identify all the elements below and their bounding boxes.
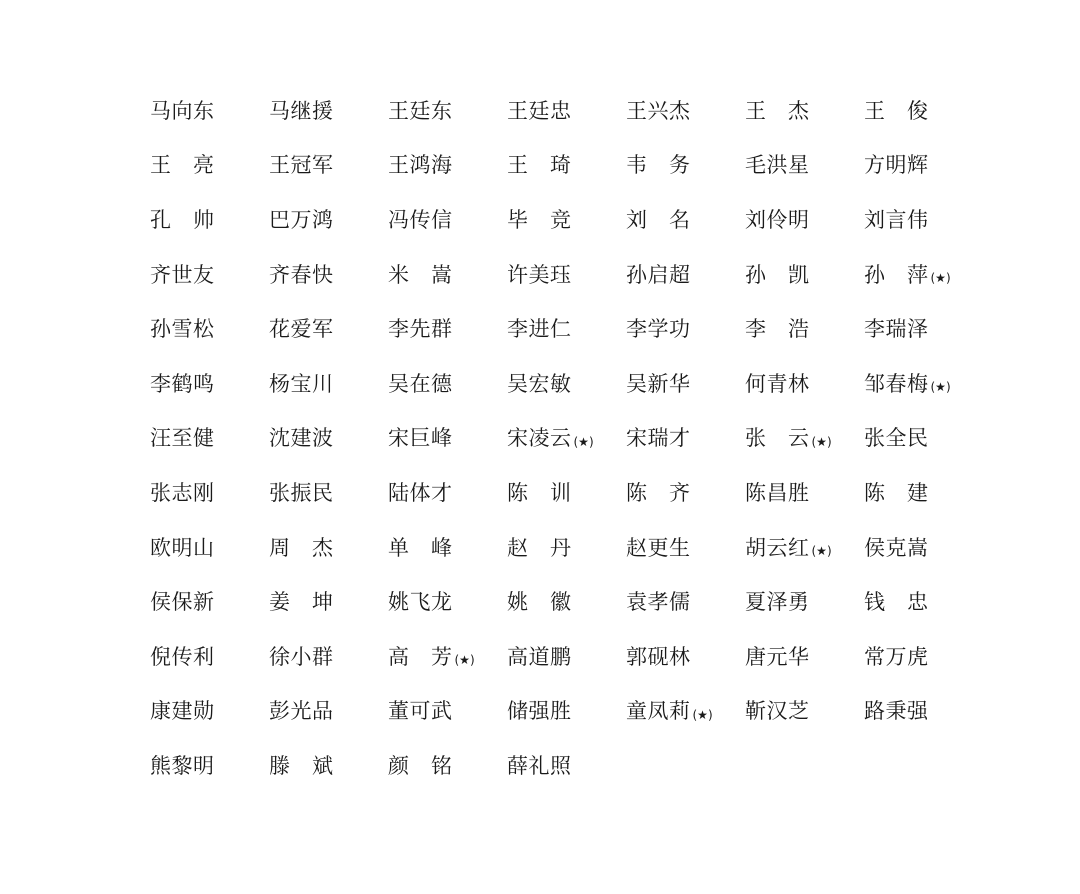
name-entry: [745, 466, 864, 521]
name-text: 王 琦: [507, 153, 572, 178]
name-entry: [388, 412, 507, 467]
name-text: 李进仁: [507, 317, 572, 342]
name-text: 陆体才: [388, 480, 453, 505]
name-text: 宋瑞才: [626, 426, 691, 451]
name-entry: [626, 685, 745, 740]
star-mark: (★): [454, 653, 475, 668]
name-entry: [507, 139, 626, 194]
name-entry: [269, 302, 388, 357]
name-text: 夏泽勇: [745, 590, 810, 615]
name-text: 陈 建: [864, 480, 929, 505]
name-entry: [745, 575, 864, 630]
star-mark: (★): [811, 434, 832, 449]
name-text: 王 俊: [864, 98, 929, 123]
name-text: 储强胜: [507, 699, 572, 724]
name-entry: [150, 84, 269, 139]
name-entry: [388, 302, 507, 357]
name-entry: [150, 302, 269, 357]
name-text: 杨宝川: [269, 371, 334, 396]
name-entry: [507, 84, 626, 139]
name-entry: [150, 466, 269, 521]
name-text: 熊黎明: [150, 753, 215, 778]
name-text: 胡云红: [745, 535, 810, 560]
name-entry: [745, 248, 864, 303]
name-entry: [745, 521, 864, 576]
name-text: 董可武: [388, 699, 453, 724]
name-entry: [745, 412, 864, 467]
name-text: 毕 竞: [507, 207, 572, 232]
name-text: 王冠军: [269, 153, 334, 178]
name-entry: [269, 412, 388, 467]
name-text: 李 浩: [745, 317, 810, 342]
name-entry: [864, 139, 983, 194]
star-mark: (★): [930, 271, 951, 286]
name-text: 巴万鸿: [269, 207, 334, 232]
name-text: 薛礼照: [507, 753, 572, 778]
name-entry: [269, 630, 388, 685]
name-entry: [626, 357, 745, 412]
name-entry: [388, 357, 507, 412]
name-entry: [507, 521, 626, 576]
name-entry: [864, 412, 983, 467]
name-text: 王兴杰: [626, 98, 691, 123]
name-text: 钱 忠: [864, 590, 929, 615]
name-text: 王廷忠: [507, 98, 572, 123]
name-text: 李鹤鸣: [150, 371, 215, 396]
name-entry: [150, 139, 269, 194]
name-entry: [745, 139, 864, 194]
name-entry: [269, 248, 388, 303]
name-entry: [150, 521, 269, 576]
name-entry: [507, 685, 626, 740]
name-entry: [745, 84, 864, 139]
name-entry: [864, 248, 983, 303]
name-text: 孙雪松: [150, 317, 215, 342]
name-text: 欧明山: [150, 535, 215, 560]
name-entry: [150, 357, 269, 412]
name-text: 陈 训: [507, 480, 572, 505]
name-entry: [864, 466, 983, 521]
name-text: 孔 帅: [150, 207, 215, 232]
name-text: 高 芳: [388, 644, 453, 669]
name-entry: [150, 739, 269, 794]
name-text: 高道鹏: [507, 644, 572, 669]
name-entry: [507, 630, 626, 685]
name-entry: [269, 357, 388, 412]
name-entry: [626, 248, 745, 303]
name-entry: [507, 302, 626, 357]
name-entry: [150, 248, 269, 303]
name-text: 李瑞泽: [864, 317, 929, 342]
star-mark: (★): [573, 434, 594, 449]
name-text: 宋凌云: [507, 426, 572, 451]
name-text: 刘 名: [626, 207, 691, 232]
name-text: 孙启超: [626, 262, 691, 287]
name-text: 袁孝儒: [626, 590, 691, 615]
name-entry: [150, 575, 269, 630]
name-text: 韦 务: [626, 153, 691, 178]
name-entry: [864, 685, 983, 740]
name-text: 沈建波: [269, 426, 334, 451]
name-text: 陈昌胜: [745, 480, 810, 505]
name-entry: [269, 685, 388, 740]
name-text: 李先群: [388, 317, 453, 342]
name-entry: [269, 466, 388, 521]
name-text: 李学功: [626, 317, 691, 342]
name-entry: [864, 193, 983, 248]
name-text: 刘伶明: [745, 207, 810, 232]
name-entry: [388, 685, 507, 740]
name-entry: [150, 193, 269, 248]
name-entry: [507, 739, 626, 794]
name-text: 姚 徽: [507, 590, 572, 615]
name-entry: [388, 739, 507, 794]
name-text: 姚飞龙: [388, 590, 453, 615]
name-text: 王 杰: [745, 98, 810, 123]
name-entry: [864, 575, 983, 630]
name-text: 齐春快: [269, 262, 334, 287]
star-mark: (★): [811, 544, 832, 559]
name-text: 马向东: [150, 98, 215, 123]
name-text: 周 杰: [269, 535, 334, 560]
name-text: 孙 萍: [864, 262, 929, 287]
name-entry: [626, 575, 745, 630]
name-text: 常万虎: [864, 644, 929, 669]
name-text: 吴在德: [388, 371, 453, 396]
star-mark: (★): [692, 707, 713, 722]
name-entry: [269, 84, 388, 139]
name-entry: [269, 193, 388, 248]
name-entry: [745, 630, 864, 685]
name-entry: [269, 139, 388, 194]
name-text: 倪传利: [150, 644, 215, 669]
name-entry: [269, 521, 388, 576]
name-text: 刘言伟: [864, 207, 929, 232]
name-entry: [150, 412, 269, 467]
name-text: 唐元华: [745, 644, 810, 669]
name-text: 花爱军: [269, 317, 334, 342]
name-grid: [150, 84, 983, 794]
name-entry: [388, 139, 507, 194]
star-mark: (★): [930, 380, 951, 395]
name-text: 宋巨峰: [388, 426, 453, 451]
name-entry: [269, 739, 388, 794]
name-text: 侯保新: [150, 590, 215, 615]
name-entry: [745, 685, 864, 740]
name-entry: [388, 466, 507, 521]
name-text: 姜 坤: [269, 590, 334, 615]
name-text: 吴宏敏: [507, 371, 572, 396]
name-entry: [388, 521, 507, 576]
name-text: 单 峰: [388, 535, 453, 560]
name-entry: [626, 466, 745, 521]
name-text: 滕 斌: [269, 753, 334, 778]
name-entry: [745, 193, 864, 248]
name-entry: [150, 685, 269, 740]
name-entry: [269, 575, 388, 630]
name-text: 吴新华: [626, 371, 691, 396]
name-entry: [507, 248, 626, 303]
name-entry: [388, 248, 507, 303]
name-text: 陈 齐: [626, 480, 691, 505]
name-text: 童凤莉: [626, 699, 691, 724]
name-entry: [626, 302, 745, 357]
name-entry: [626, 412, 745, 467]
name-entry: [388, 193, 507, 248]
name-entry: [864, 521, 983, 576]
name-text: 许美珏: [507, 262, 572, 287]
name-text: 康建勋: [150, 699, 215, 724]
name-text: 颜 铭: [388, 753, 453, 778]
name-entry: [150, 630, 269, 685]
name-text: 冯传信: [388, 207, 453, 232]
name-text: 郭砚林: [626, 644, 691, 669]
name-entry: [626, 521, 745, 576]
name-entry: [864, 84, 983, 139]
name-text: 孙 凯: [745, 262, 810, 287]
name-text: 张志刚: [150, 480, 215, 505]
name-entry: [864, 630, 983, 685]
name-entry: [507, 357, 626, 412]
name-entry: [388, 84, 507, 139]
name-entry: [507, 466, 626, 521]
name-text: 马继援: [269, 98, 334, 123]
name-text: 米 嵩: [388, 262, 453, 287]
name-entry: [507, 575, 626, 630]
name-text: 靳汉芝: [745, 699, 810, 724]
name-entry: [388, 630, 507, 685]
name-entry: [864, 357, 983, 412]
name-text: 齐世友: [150, 262, 215, 287]
name-entry: [626, 193, 745, 248]
name-text: 徐小群: [269, 644, 334, 669]
name-text: 何青林: [745, 371, 810, 396]
name-text: 王鸿海: [388, 153, 453, 178]
name-text: 路秉强: [864, 699, 929, 724]
name-text: 张全民: [864, 426, 929, 451]
name-entry: [626, 630, 745, 685]
name-entry: [507, 193, 626, 248]
name-entry: [626, 139, 745, 194]
name-text: 赵 丹: [507, 535, 572, 560]
name-text: 王 亮: [150, 153, 215, 178]
name-entry: [388, 575, 507, 630]
name-text: 王廷东: [388, 98, 453, 123]
name-text: 赵更生: [626, 535, 691, 560]
name-text: 邹春梅: [864, 371, 929, 396]
name-text: 方明辉: [864, 153, 929, 178]
name-text: 毛洪星: [745, 153, 810, 178]
name-text: 汪至健: [150, 426, 215, 451]
name-entry: [745, 302, 864, 357]
name-text: 张振民: [269, 480, 334, 505]
name-entry: [507, 412, 626, 467]
name-entry: [626, 84, 745, 139]
name-text: 侯克嵩: [864, 535, 929, 560]
name-entry: [745, 357, 864, 412]
name-text: 彭光品: [269, 699, 334, 724]
name-entry: [864, 302, 983, 357]
name-text: 张 云: [745, 426, 810, 451]
